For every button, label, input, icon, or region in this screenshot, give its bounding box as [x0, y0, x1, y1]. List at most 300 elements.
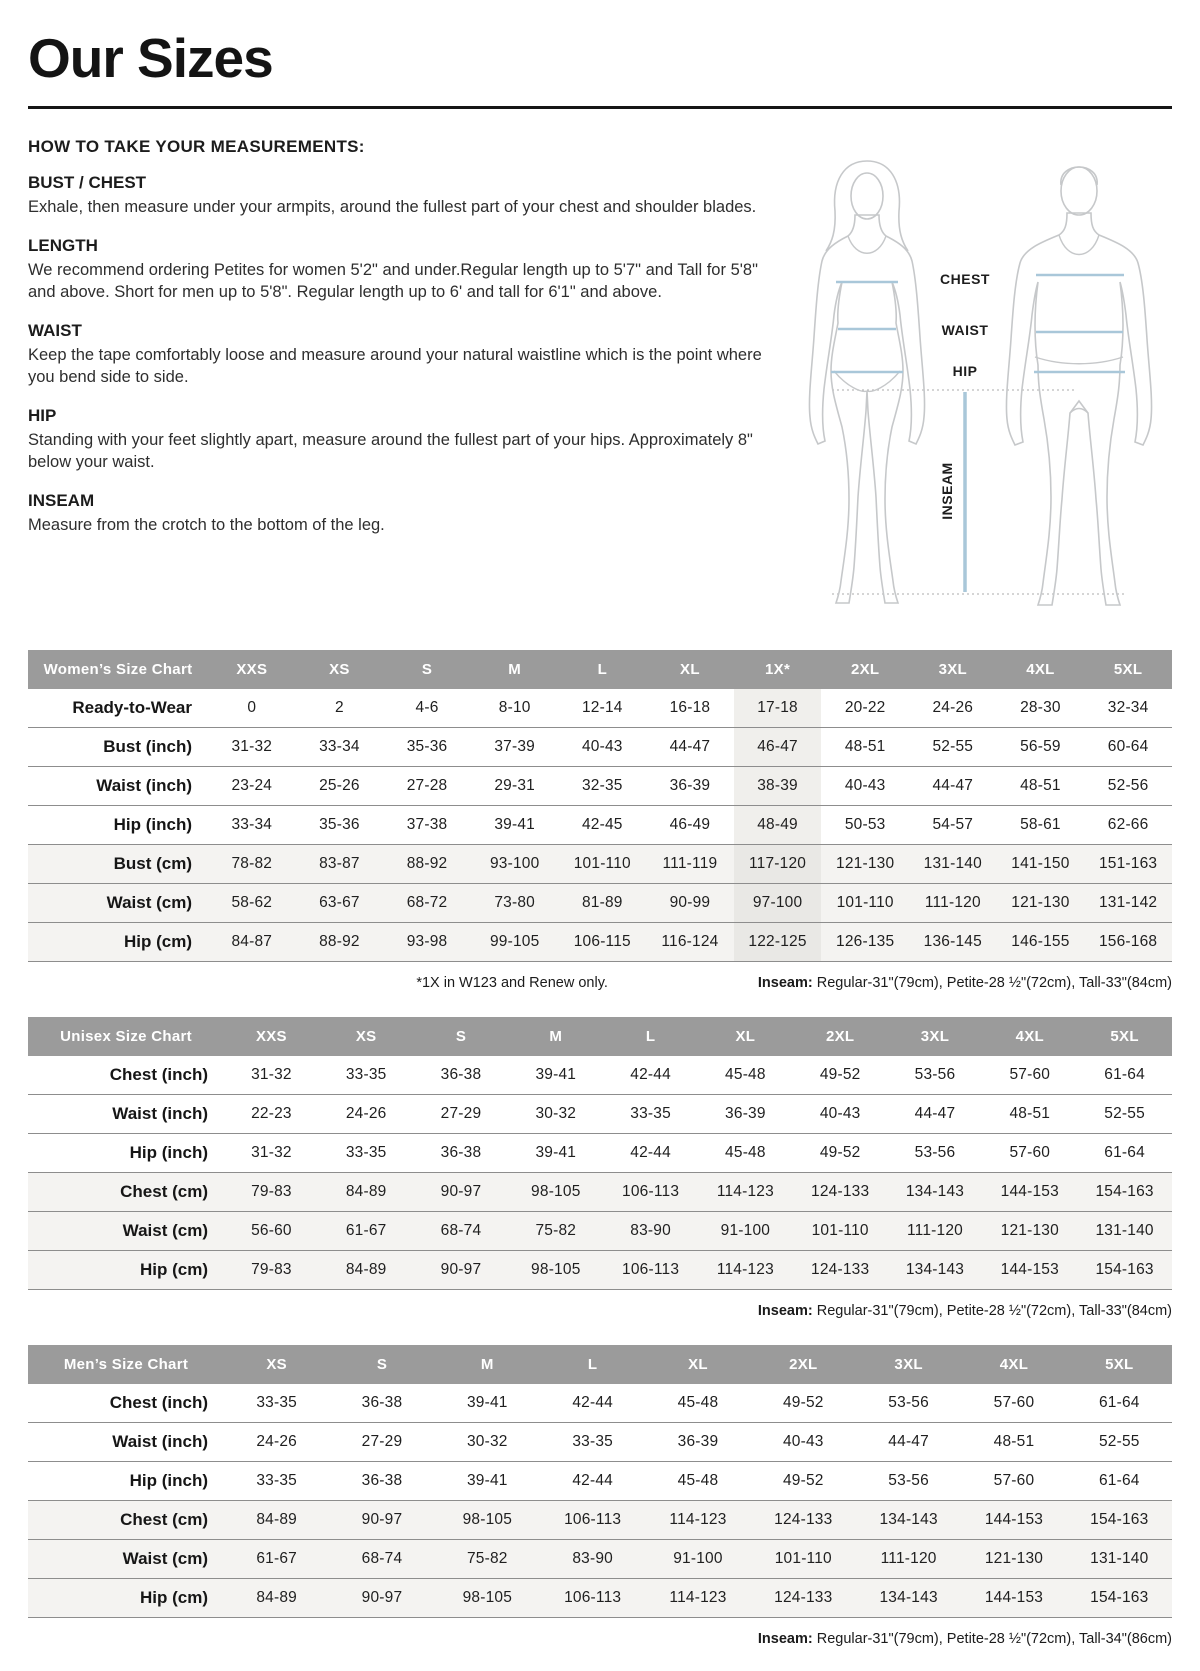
size-column-header: 4XL: [961, 1345, 1066, 1384]
waist-label: WAIST: [941, 322, 989, 338]
section-waist: [28, 321, 772, 389]
section-hip: [28, 406, 772, 474]
size-cell: 61-64: [1098, 1472, 1140, 1489]
size-cell: 40-43: [782, 1433, 824, 1450]
size-cell: 20-22: [844, 699, 886, 716]
size-cell: 83-90: [603, 1212, 698, 1251]
size-cell: 54-57: [932, 816, 974, 833]
size-cell: 144-153: [982, 1251, 1077, 1290]
size-cell: 32-35: [581, 777, 623, 794]
size-column-header: XL: [698, 1017, 793, 1056]
size-cell: 154-163: [1077, 1251, 1172, 1290]
size-cell: 17-18: [734, 689, 822, 728]
size-cell: 124-133: [751, 1501, 856, 1540]
size-cell: 84-89: [224, 1501, 329, 1540]
size-cell: 144-153: [961, 1579, 1066, 1618]
size-cell: 33-35: [630, 1105, 671, 1122]
size-cell: 101-110: [751, 1540, 856, 1579]
size-cell: 90-99: [646, 884, 734, 923]
size-cell: 98-105: [508, 1251, 603, 1290]
size-cell: 106-113: [603, 1251, 698, 1290]
size-column-header: L: [603, 1017, 698, 1056]
size-cell: 62-66: [1107, 816, 1149, 833]
table-title: Women’s Size Chart: [28, 650, 208, 689]
size-cell: 25-26: [319, 777, 360, 794]
size-column-header: L: [540, 1345, 645, 1384]
footnote-note: *1X in W123 and Renew only.: [416, 975, 608, 991]
table-row: [28, 923, 1172, 962]
size-cell: 8-10: [498, 699, 531, 716]
size-cell: 126-135: [821, 923, 909, 962]
size-cell: 48-51: [1009, 1105, 1051, 1122]
footnote-inseam: [758, 1631, 1172, 1647]
size-cell: 44-47: [669, 738, 711, 755]
size-cell: 46-47: [734, 728, 822, 767]
size-cell: 33-34: [319, 738, 360, 755]
size-cell: 122-125: [734, 923, 822, 962]
size-cell: 134-143: [856, 1501, 961, 1540]
size-cell: 45-48: [677, 1472, 719, 1489]
size-cell: 33-35: [345, 1066, 387, 1083]
size-column-header: XS: [224, 1345, 329, 1384]
title-divider: [28, 106, 1172, 109]
measurement-instructions: [28, 137, 772, 554]
row-label: Hip (cm): [28, 1579, 224, 1618]
size-cell: 84-89: [319, 1173, 414, 1212]
body-measurement-diagram: [772, 139, 1172, 624]
size-charts: [28, 650, 1172, 1647]
size-cell: 60-64: [1107, 738, 1149, 755]
size-cell: 30-32: [535, 1105, 577, 1122]
size-cell: 101-110: [821, 884, 909, 923]
size-cell: 36-38: [361, 1472, 403, 1489]
size-cell: 58-62: [208, 884, 296, 923]
measurements-content: [28, 137, 1172, 624]
size-cell: 124-133: [793, 1173, 888, 1212]
size-cell: 151-163: [1084, 845, 1172, 884]
size-cell: 42-45: [581, 816, 623, 833]
size-cell: 24-26: [932, 699, 974, 716]
size-cell: 61-64: [1104, 1144, 1145, 1161]
size-cell: 57-60: [993, 1394, 1035, 1411]
table-footnote: [28, 1303, 1172, 1319]
size-cell: 36-39: [677, 1433, 719, 1450]
size-column-header: XL: [645, 1345, 750, 1384]
size-cell: 39-41: [494, 816, 536, 833]
size-cell: 45-48: [725, 1066, 766, 1083]
row-label: Chest (inch): [109, 1393, 208, 1412]
size-cell: 99-105: [471, 923, 559, 962]
size-cell: 33-35: [345, 1144, 387, 1161]
size-cell: 90-97: [329, 1501, 434, 1540]
footnote-inseam-label: Inseam:: [757, 1303, 813, 1319]
table-row: [28, 845, 1172, 884]
size-cell: 44-47: [888, 1433, 929, 1450]
footnote-inseam: [758, 1303, 1172, 1319]
size-cell: 39-41: [466, 1472, 508, 1489]
footnote-inseam-text: Regular-31"(79cm), Petite-28 ½"(72cm), Tall-33"(84cm): [812, 1303, 1172, 1319]
table-row: [28, 1579, 1172, 1618]
size-column-header: XL: [646, 650, 734, 689]
size-cell: 134-143: [856, 1579, 961, 1618]
size-cell: 44-47: [914, 1105, 956, 1122]
size-cell: 98-105: [435, 1501, 540, 1540]
size-cell: 83-87: [296, 845, 384, 884]
row-label: Hip (inch): [129, 1471, 208, 1490]
size-cell: 131-142: [1084, 884, 1172, 923]
size-cell: 46-49: [669, 816, 711, 833]
size-cell: 57-60: [1009, 1066, 1051, 1083]
size-cell: 111-119: [646, 845, 734, 884]
size-cell: 24-26: [345, 1105, 387, 1122]
mens-table: [28, 1345, 1172, 1618]
size-cell: 38-39: [734, 767, 822, 806]
size-cell: 45-48: [725, 1144, 766, 1161]
figures-illustration-svg: [772, 139, 1172, 619]
table-row: [28, 1423, 1172, 1462]
size-cell: 154-163: [1077, 1173, 1172, 1212]
size-cell: 124-133: [751, 1579, 856, 1618]
size-cell: 39-41: [466, 1394, 508, 1411]
size-cell: 111-120: [909, 884, 997, 923]
section-title: BUST / CHEST: [28, 173, 147, 192]
size-cell: 52-55: [1098, 1433, 1140, 1450]
size-cell: 12-14: [581, 699, 623, 716]
size-cell: 90-97: [414, 1173, 509, 1212]
size-cell: 134-143: [888, 1173, 983, 1212]
size-cell: 53-56: [914, 1066, 956, 1083]
section-body: Keep the tape comfortably loose and measure around your natural waistline which is the point where you bend side to side.: [28, 345, 762, 386]
size-cell: 40-43: [844, 777, 886, 794]
row-label: Chest (cm): [28, 1501, 224, 1540]
size-column-header: 2XL: [821, 650, 909, 689]
section-body: We recommend ordering Petites for women 5'2" and under.Regular length up to 5'7" and Tall for 5'8" and above. Short for men up to 5'8". Regular length up to 6' and tall for 6'1" and above.: [28, 260, 758, 301]
row-label: Waist (inch): [96, 776, 192, 795]
size-cell: 49-52: [819, 1066, 861, 1083]
table-row: [28, 806, 1172, 845]
size-cell: 44-47: [932, 777, 974, 794]
size-cell: 53-56: [914, 1144, 956, 1161]
size-cell: 36-38: [440, 1066, 482, 1083]
size-cell: 56-60: [224, 1212, 319, 1251]
size-column-header: S: [383, 650, 471, 689]
size-cell: 121-130: [961, 1540, 1066, 1579]
size-column-header: 2XL: [793, 1017, 888, 1056]
size-cell: 27-28: [406, 777, 448, 794]
size-column-header: 3XL: [856, 1345, 961, 1384]
size-cell: 75-82: [508, 1212, 603, 1251]
table-row: [28, 1212, 1172, 1251]
size-column-header: 3XL: [888, 1017, 983, 1056]
size-cell: 56-59: [1020, 738, 1061, 755]
size-cell: 27-29: [440, 1105, 482, 1122]
size-cell: 61-64: [1098, 1394, 1140, 1411]
size-cell: 48-51: [1020, 777, 1061, 794]
section-bust-chest: [28, 173, 772, 219]
table-row: [28, 728, 1172, 767]
size-cell: 83-90: [540, 1540, 645, 1579]
size-cell: 84-89: [224, 1579, 329, 1618]
size-cell: 48-49: [734, 806, 822, 845]
size-cell: 52-56: [1107, 777, 1149, 794]
size-cell: 131-140: [909, 845, 997, 884]
size-cell: 61-67: [224, 1540, 329, 1579]
size-column-header: M: [508, 1017, 603, 1056]
section-body: Exhale, then measure under your armpits, around the fullest part of your chest and shoulder blades.: [28, 198, 757, 216]
table-footnote: [28, 1631, 1172, 1647]
size-cell: 101-110: [559, 845, 647, 884]
size-cell: 68-74: [329, 1540, 434, 1579]
table-row: [28, 1173, 1172, 1212]
size-cell: 31-32: [231, 738, 273, 755]
size-cell: 0: [247, 699, 257, 716]
size-cell: 141-150: [997, 845, 1085, 884]
size-cell: 63-67: [296, 884, 384, 923]
size-cell: 23-24: [231, 777, 273, 794]
row-label: Waist (cm): [28, 1212, 224, 1251]
size-cell: 42-44: [630, 1144, 671, 1161]
size-cell: 154-163: [1067, 1501, 1172, 1540]
row-label: Hip (cm): [28, 923, 208, 962]
size-cell: 93-100: [471, 845, 559, 884]
size-cell: 61-67: [319, 1212, 414, 1251]
table-row: [28, 1384, 1172, 1423]
table-row: [28, 689, 1172, 728]
size-column-header: S: [329, 1345, 434, 1384]
size-cell: 88-92: [383, 845, 471, 884]
size-cell: 121-130: [982, 1212, 1077, 1251]
size-column-header: 3XL: [909, 650, 997, 689]
size-cell: 114-123: [645, 1579, 750, 1618]
header-row: [28, 1345, 1172, 1384]
size-cell: 40-43: [819, 1105, 861, 1122]
size-cell: 29-31: [494, 777, 536, 794]
footnote-inseam-text: Regular-31"(79cm), Petite-28 ½"(72cm), Tall-34"(86cm): [812, 1631, 1172, 1647]
size-cell: 53-56: [888, 1394, 929, 1411]
size-cell: 81-89: [559, 884, 647, 923]
size-cell: 42-44: [572, 1472, 613, 1489]
size-cell: 36-39: [669, 777, 711, 794]
row-label: Ready-to-Wear: [72, 698, 192, 717]
size-cell: 39-41: [535, 1066, 577, 1083]
size-cell: 79-83: [224, 1251, 319, 1290]
section-body: Standing with your feet slightly apart, measure around the fullest part of your hips. Approximately 8" below your waist.: [28, 430, 753, 471]
man-figure: [1006, 167, 1151, 605]
size-cell: 57-60: [1009, 1144, 1051, 1161]
size-cell: 90-97: [414, 1251, 509, 1290]
size-column-header: 5XL: [1084, 650, 1172, 689]
size-cell: 28-30: [1020, 699, 1061, 716]
table-row: [28, 1501, 1172, 1540]
size-cell: 35-36: [406, 738, 448, 755]
size-cell: 33-34: [231, 816, 273, 833]
size-cell: 91-100: [645, 1540, 750, 1579]
size-cell: 33-35: [572, 1433, 613, 1450]
size-column-header: 5XL: [1067, 1345, 1172, 1384]
size-cell: 48-51: [844, 738, 886, 755]
size-column-header: 4XL: [982, 1017, 1077, 1056]
size-cell: 154-163: [1067, 1579, 1172, 1618]
size-cell: 136-145: [909, 923, 997, 962]
size-column-header: S: [414, 1017, 509, 1056]
size-cell: 84-87: [208, 923, 296, 962]
size-cell: 40-43: [581, 738, 623, 755]
size-cell: 37-39: [494, 738, 536, 755]
size-cell: 42-44: [572, 1394, 613, 1411]
size-cell: 73-80: [471, 884, 559, 923]
size-cell: 24-26: [256, 1433, 297, 1450]
size-cell: 22-23: [251, 1105, 292, 1122]
size-cell: 50-53: [844, 816, 886, 833]
size-column-header: 4XL: [997, 650, 1085, 689]
size-cell: 98-105: [508, 1173, 603, 1212]
size-cell: 16-18: [669, 699, 711, 716]
size-cell: 106-113: [540, 1501, 645, 1540]
size-cell: 79-83: [224, 1173, 319, 1212]
size-cell: 131-140: [1067, 1540, 1172, 1579]
size-cell: 58-61: [1020, 816, 1061, 833]
row-label: Bust (inch): [103, 737, 192, 756]
size-cell: 68-74: [414, 1212, 509, 1251]
unisex-table: [28, 1017, 1172, 1290]
size-cell: 121-130: [997, 884, 1085, 923]
section-title: LENGTH: [28, 235, 98, 255]
size-cell: 144-153: [982, 1173, 1077, 1212]
size-cell: 57-60: [993, 1472, 1035, 1489]
size-cell: 33-35: [256, 1472, 297, 1489]
row-label: Hip (cm): [28, 1251, 224, 1290]
size-cell: 106-113: [603, 1173, 698, 1212]
header-row: [28, 650, 1172, 689]
size-column-header: XXS: [224, 1017, 319, 1056]
section-inseam: [28, 491, 772, 537]
size-cell: 111-120: [888, 1212, 983, 1251]
size-cell: 32-34: [1107, 699, 1149, 716]
size-cell: 49-52: [819, 1144, 861, 1161]
size-cell: 106-115: [559, 923, 647, 962]
size-cell: 61-64: [1104, 1066, 1145, 1083]
table-title: Unisex Size Chart: [28, 1017, 224, 1056]
table-footnote: [28, 975, 1172, 991]
row-label: Waist (cm): [28, 884, 208, 923]
size-cell: 37-38: [406, 816, 448, 833]
size-cell: 116-124: [646, 923, 734, 962]
size-column-header: 2XL: [751, 1345, 856, 1384]
table-row: [28, 1251, 1172, 1290]
chest-label: CHEST: [940, 271, 990, 287]
size-cell: 156-168: [1084, 923, 1172, 962]
hip-label: HIP: [952, 363, 978, 379]
size-cell: 68-72: [383, 884, 471, 923]
size-cell: 106-113: [540, 1579, 645, 1618]
size-cell: 124-133: [793, 1251, 888, 1290]
row-label: Chest (inch): [109, 1065, 208, 1084]
row-label: Bust (cm): [28, 845, 208, 884]
size-column-header: XS: [319, 1017, 414, 1056]
size-cell: 144-153: [961, 1501, 1066, 1540]
size-column-header: XS: [296, 650, 384, 689]
size-cell: 30-32: [466, 1433, 508, 1450]
footnote-inseam-label: Inseam:: [757, 1631, 813, 1647]
size-cell: 134-143: [888, 1251, 983, 1290]
size-column-header: 1X*: [734, 650, 822, 689]
size-cell: 111-120: [856, 1540, 961, 1579]
size-cell: 39-41: [535, 1144, 577, 1161]
size-cell: 53-56: [888, 1472, 929, 1489]
section-title: HIP: [28, 405, 57, 425]
footnote-inseam-label: Inseam:: [757, 975, 813, 991]
size-column-header: L: [559, 650, 647, 689]
size-cell: 31-32: [251, 1144, 292, 1161]
section-length: [28, 236, 772, 304]
size-cell: 49-52: [782, 1394, 824, 1411]
size-cell: 45-48: [677, 1394, 719, 1411]
size-cell: 52-55: [1104, 1105, 1145, 1122]
size-cell: 36-38: [440, 1144, 482, 1161]
size-cell: 146-155: [997, 923, 1085, 962]
size-column-header: 5XL: [1077, 1017, 1172, 1056]
size-cell: 31-32: [251, 1066, 292, 1083]
section-body: Measure from the crotch to the bottom of the leg.: [28, 515, 385, 534]
size-column-header: M: [471, 650, 559, 689]
size-cell: 114-123: [698, 1173, 793, 1212]
size-cell: 35-36: [319, 816, 360, 833]
size-cell: 49-52: [782, 1472, 824, 1489]
size-cell: 48-51: [993, 1433, 1035, 1450]
size-cell: 121-130: [821, 845, 909, 884]
size-cell: 78-82: [208, 845, 296, 884]
size-cell: 90-97: [329, 1579, 434, 1618]
size-cell: 2: [335, 699, 344, 716]
row-label: Waist (inch): [112, 1104, 208, 1123]
row-label: Hip (inch): [113, 815, 192, 834]
size-cell: 131-140: [1077, 1212, 1172, 1251]
table-row: [28, 1095, 1172, 1134]
size-cell: 98-105: [435, 1579, 540, 1618]
woman-figure: [809, 161, 924, 603]
size-cell: 91-100: [698, 1212, 793, 1251]
row-label: Hip (inch): [129, 1143, 208, 1162]
section-title: INSEAM: [28, 490, 95, 510]
section-title: WAIST: [28, 320, 82, 340]
row-label: Chest (cm): [28, 1173, 224, 1212]
size-cell: 42-44: [630, 1066, 671, 1083]
size-column-header: M: [435, 1345, 540, 1384]
footnote-inseam-text: Regular-31"(79cm), Petite-28 ½"(72cm), Tall-33"(84cm): [812, 975, 1172, 991]
size-cell: 84-89: [319, 1251, 414, 1290]
size-cell: 97-100: [734, 884, 822, 923]
inseam-label: INSEAM: [939, 462, 955, 520]
size-cell: 114-123: [698, 1251, 793, 1290]
size-cell: 101-110: [793, 1212, 888, 1251]
size-cell: 27-29: [361, 1433, 403, 1450]
size-cell: 75-82: [435, 1540, 540, 1579]
header-row: [28, 1017, 1172, 1056]
mens-size-chart: [28, 1345, 1172, 1647]
size-cell: 36-39: [725, 1105, 766, 1122]
size-cell: 52-55: [932, 738, 974, 755]
size-cell: 36-38: [361, 1394, 403, 1411]
row-label: Waist (cm): [28, 1540, 224, 1579]
table-row: [28, 767, 1172, 806]
page-title: Our Sizes: [28, 27, 273, 89]
table-row: [28, 1462, 1172, 1501]
instructions-heading: HOW TO TAKE YOUR MEASUREMENTS:: [28, 137, 365, 156]
size-cell: 33-35: [256, 1394, 297, 1411]
table-row: [28, 1056, 1172, 1095]
unisex-size-chart: [28, 1017, 1172, 1319]
footnote-inseam: [758, 975, 1172, 991]
